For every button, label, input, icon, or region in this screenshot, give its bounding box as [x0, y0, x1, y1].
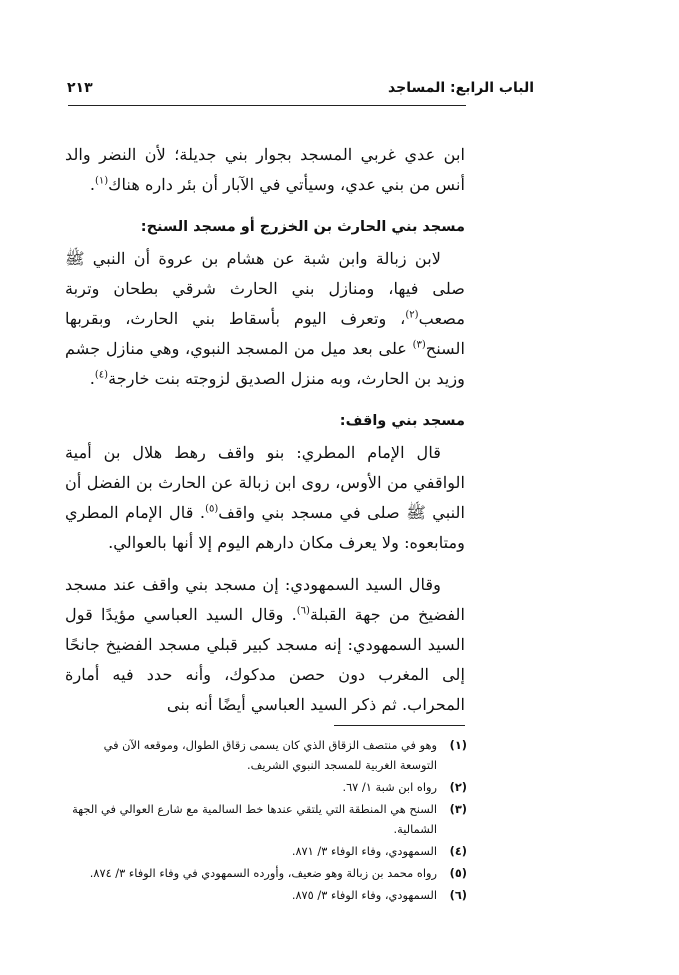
footnote [63, 863, 467, 883]
footnote [63, 885, 467, 905]
paragraph-text: ابن عدي غربي المسجد بجوار بني جديلة؛ لأن النضر والد أنس من بني عدي، وسيأتي في الآبار أن بئر داره هناك [65, 145, 465, 194]
header-rule [68, 105, 466, 106]
paragraph-text: لابن زبالة وابن شبة عن هشام بن عروة أن النبي ﷺ صلى فيها، ومنازل بني الحارث شرقي بطحان وتربة مصعب [65, 249, 465, 328]
paragraph-text: . قال الإمام المطري ومتابعوه: ولا يعرف مكان دارهم اليوم إلا أنها بالعوالي. [65, 503, 465, 552]
footnotes [63, 735, 467, 907]
paragraph-gap [65, 558, 465, 570]
running-title: الباب الرابع: المساجد [388, 80, 534, 96]
paragraph [65, 244, 465, 394]
footnote [63, 799, 467, 839]
paragraph-text: على بعد ميل من المسجد النبوي، وهي منازل جشم وزيد بن الحارث، وبه منزل الصديق لزوجته بنت خارجة [65, 339, 465, 388]
footnote-text: السمهودي، وفاء الوفاء ٣/ ٨٧٥. [291, 888, 437, 902]
paragraph-text: . وقال السيد العباسي مؤيدًا قول السيد السمهودي: إنه مسجد كبير قبلي مسجد الفضيخ جانحًا إلى المغرب دون حصن مدكوك، وأنه حدد فيه أمارة المحراب. ثم ذكر السيد العباسي أيضًا أنه بنى [65, 605, 465, 714]
paragraph [65, 140, 465, 200]
body-text [65, 140, 465, 720]
footnote-text: رواه ابن شبة ١/ ٦٧. [342, 780, 437, 794]
footnote-number: (٤) [449, 844, 467, 858]
footnote-number: (٥) [449, 866, 467, 880]
punctuation: . [89, 369, 95, 388]
paragraph-text: وقال السيد السمهودي: إن مسجد بني واقف عند مسجد الفضيخ من جهة القبلة [65, 575, 465, 624]
footnote-ref[interactable]: (١) [94, 175, 109, 187]
footnote-number: (١) [449, 738, 467, 752]
footnote-text: وهو في منتصف الزقاق الذي كان يسمى زقاق الطوال، وموقعه الآن في التوسعة الغربية للمسجد النبوي الشريف. [103, 738, 437, 772]
footnote-separator [334, 725, 465, 726]
footnote-ref[interactable]: (٥) [205, 503, 219, 515]
footnote-number: (٢) [449, 780, 467, 794]
section-heading: مسجد بني واقف: [339, 413, 465, 429]
page-number: ٢١٣ [67, 80, 93, 96]
footnote-ref[interactable]: (٦) [296, 605, 310, 617]
footnote-text: رواه محمد بن زبالة وهو ضعيف، وأورده السمهودي في وفاء الوفاء ٣/ ٨٧٤. [89, 866, 437, 880]
footnote-ref[interactable]: (٤) [94, 369, 109, 381]
footnote-text: السنح هي المنطقة التي يلتقي عندها خط السالمية مع شارع العوالي في الجهة الشمالية. [72, 802, 437, 836]
section-heading: مسجد بني الحارث بن الخزرج أو مسجد السنح: [140, 219, 465, 235]
footnote-number: (٦) [449, 888, 467, 902]
paragraph-text: قال الإمام المطري: بنو واقف رهط هلال بن أمية الواقفي من الأوس، روى ابن زبالة عن الحارث بن الفضل أن النبي ﷺ صلى في مسجد بني واقف [65, 443, 465, 522]
paragraph [65, 438, 465, 558]
footnote [63, 841, 467, 861]
footnote [63, 777, 467, 797]
paragraph [65, 570, 465, 720]
punctuation: . [89, 175, 95, 194]
footnote-ref[interactable]: (٣) [412, 339, 426, 351]
footnote [63, 735, 467, 775]
footnote-ref[interactable]: (٢) [405, 309, 419, 321]
paragraph-text: ، وتعرف اليوم بأسقاط بني الحارث، وبقربها السنح [65, 309, 465, 358]
footnote-text: السمهودي، وفاء الوفاء ٣/ ٨٧١. [291, 844, 437, 858]
footnote-number: (٣) [449, 802, 467, 816]
